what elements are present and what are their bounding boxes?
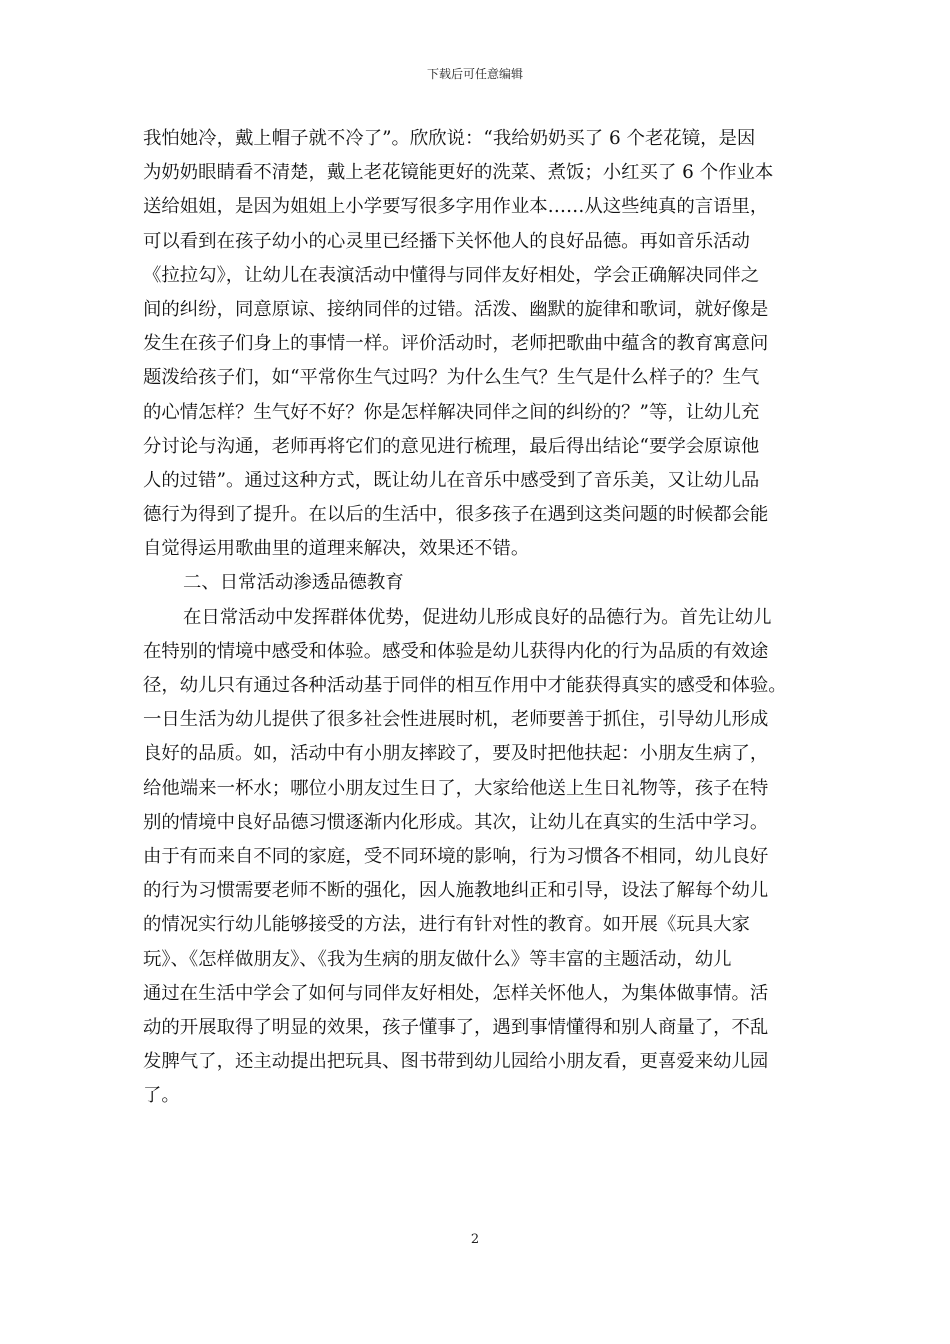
text-line: 在特别的情境中感受和体验。感受和体验是幼儿获得内化的行为品质的有效途 xyxy=(143,640,769,662)
text-line: 动的开展取得了明显的效果，孩子懂事了，遇到事情懂得和别人商量了，不乱 xyxy=(143,1016,769,1038)
text-line: 了。 xyxy=(143,1085,180,1107)
text-line: 我怕她冷，戴上帽子就不冷了”。欣欣说：“我给奶奶买了 6 个老花镜，是因 xyxy=(143,128,756,149)
page-number: 2 xyxy=(470,1232,480,1247)
text-line: 给他端来一杯水；哪位小朋友过生日了，大家给他送上生日礼物等，孩子在特 xyxy=(143,777,769,799)
text-line: 的情况实行幼儿能够接受的方法，进行有针对性的教育。如开展《玩具大家 xyxy=(143,914,750,936)
text-line: 间的纠纷，同意原谅、接纳同伴的过错。活泼、幽默的旋律和歌词，就好像是 xyxy=(143,298,769,320)
text-line: 《拉拉勾》，让幼儿在表演活动中懂得与同伴友好相处，学会正确解决同伴之 xyxy=(143,264,760,286)
text-line: 发生在孩子们身上的事情一样。评价活动时，老师把歌曲中蕴含的教育寓意问 xyxy=(143,333,769,355)
text-line: 发脾气了，还主动提出把玩具、图书带到幼儿园给小朋友看，更喜爱来幼儿园 xyxy=(143,1051,769,1073)
text-line: 的心情怎样？生气好不好？你是怎样解决同伴之间的纠纷的？”等，让幼儿充 xyxy=(143,401,760,423)
text-line: 通过在生活中学会了如何与同伴友好相处，怎样关怀他人，为集体做事情。活 xyxy=(143,982,769,1004)
text-line: 送给姐姐，是因为姐姐上小学要写很多字用作业本……从这些纯真的言语里， xyxy=(143,196,769,218)
text-line: 径，幼儿只有通过各种活动基于同伴的相互作用中才能获得真实的感受和体验。 xyxy=(143,675,787,696)
text-line: 人的过错”。通过这种方式，既让幼儿在音乐中感受到了音乐美，又让幼儿品 xyxy=(143,469,760,491)
text-line: 德行为得到了提升。在以后的生活中，很多孩子在遇到这类问题的时候都会能 xyxy=(143,504,769,526)
text-line: 别的情境中良好品德习惯逐渐内化形成。其次，让幼儿在真实的生活中学习。 xyxy=(143,811,769,833)
text-line: 自觉得运用歌曲里的道理来解决，效果还不错。 xyxy=(143,538,530,560)
text-line: 良好的品质。如，活动中有小朋友摔跤了，要及时把他扶起：小朋友生病了， xyxy=(143,743,769,765)
text-line: 一日生活为幼儿提供了很多社会性进展时机，老师要善于抓住，引导幼儿形成 xyxy=(143,709,769,731)
text-line: 分讨论与沟通，老师再将它们的意见进行梳理，最后得出结论“要学会原谅他 xyxy=(143,435,760,457)
paragraph-first-line: 在日常活动中发挥群体优势，促进幼儿形成良好的品德行为。首先让幼儿 xyxy=(183,606,772,628)
text-line: 由于有而来自不同的家庭，受不同环境的影响，行为习惯各不相同，幼儿良好 xyxy=(143,845,769,867)
text-line: 的行为习惯需要老师不断的强化，因人施教地纠正和引导，设法了解每个幼儿 xyxy=(143,880,769,902)
page-header: 下载后可任意编辑 xyxy=(426,67,523,81)
text-line: 可以看到在孩子幼小的心灵里已经播下关怀他人的良好品德。再如音乐活动 xyxy=(143,230,750,252)
section-heading: 二、日常活动渗透品德教育 xyxy=(183,572,404,594)
text-line: 题泼给孩子们，如“平常你生气过吗？为什么生气？生气是什么样子的？生气 xyxy=(143,367,760,389)
text-line: 为奶奶眼睛看不清楚，戴上老花镜能更好的洗菜、煮饭；小红买了 6 个作业本 xyxy=(143,162,774,184)
text-line: 玩》、《怎样做朋友》、《我为生病的朋友做什么》等丰富的主题活动，幼儿 xyxy=(143,948,732,970)
document-body xyxy=(143,122,815,1113)
